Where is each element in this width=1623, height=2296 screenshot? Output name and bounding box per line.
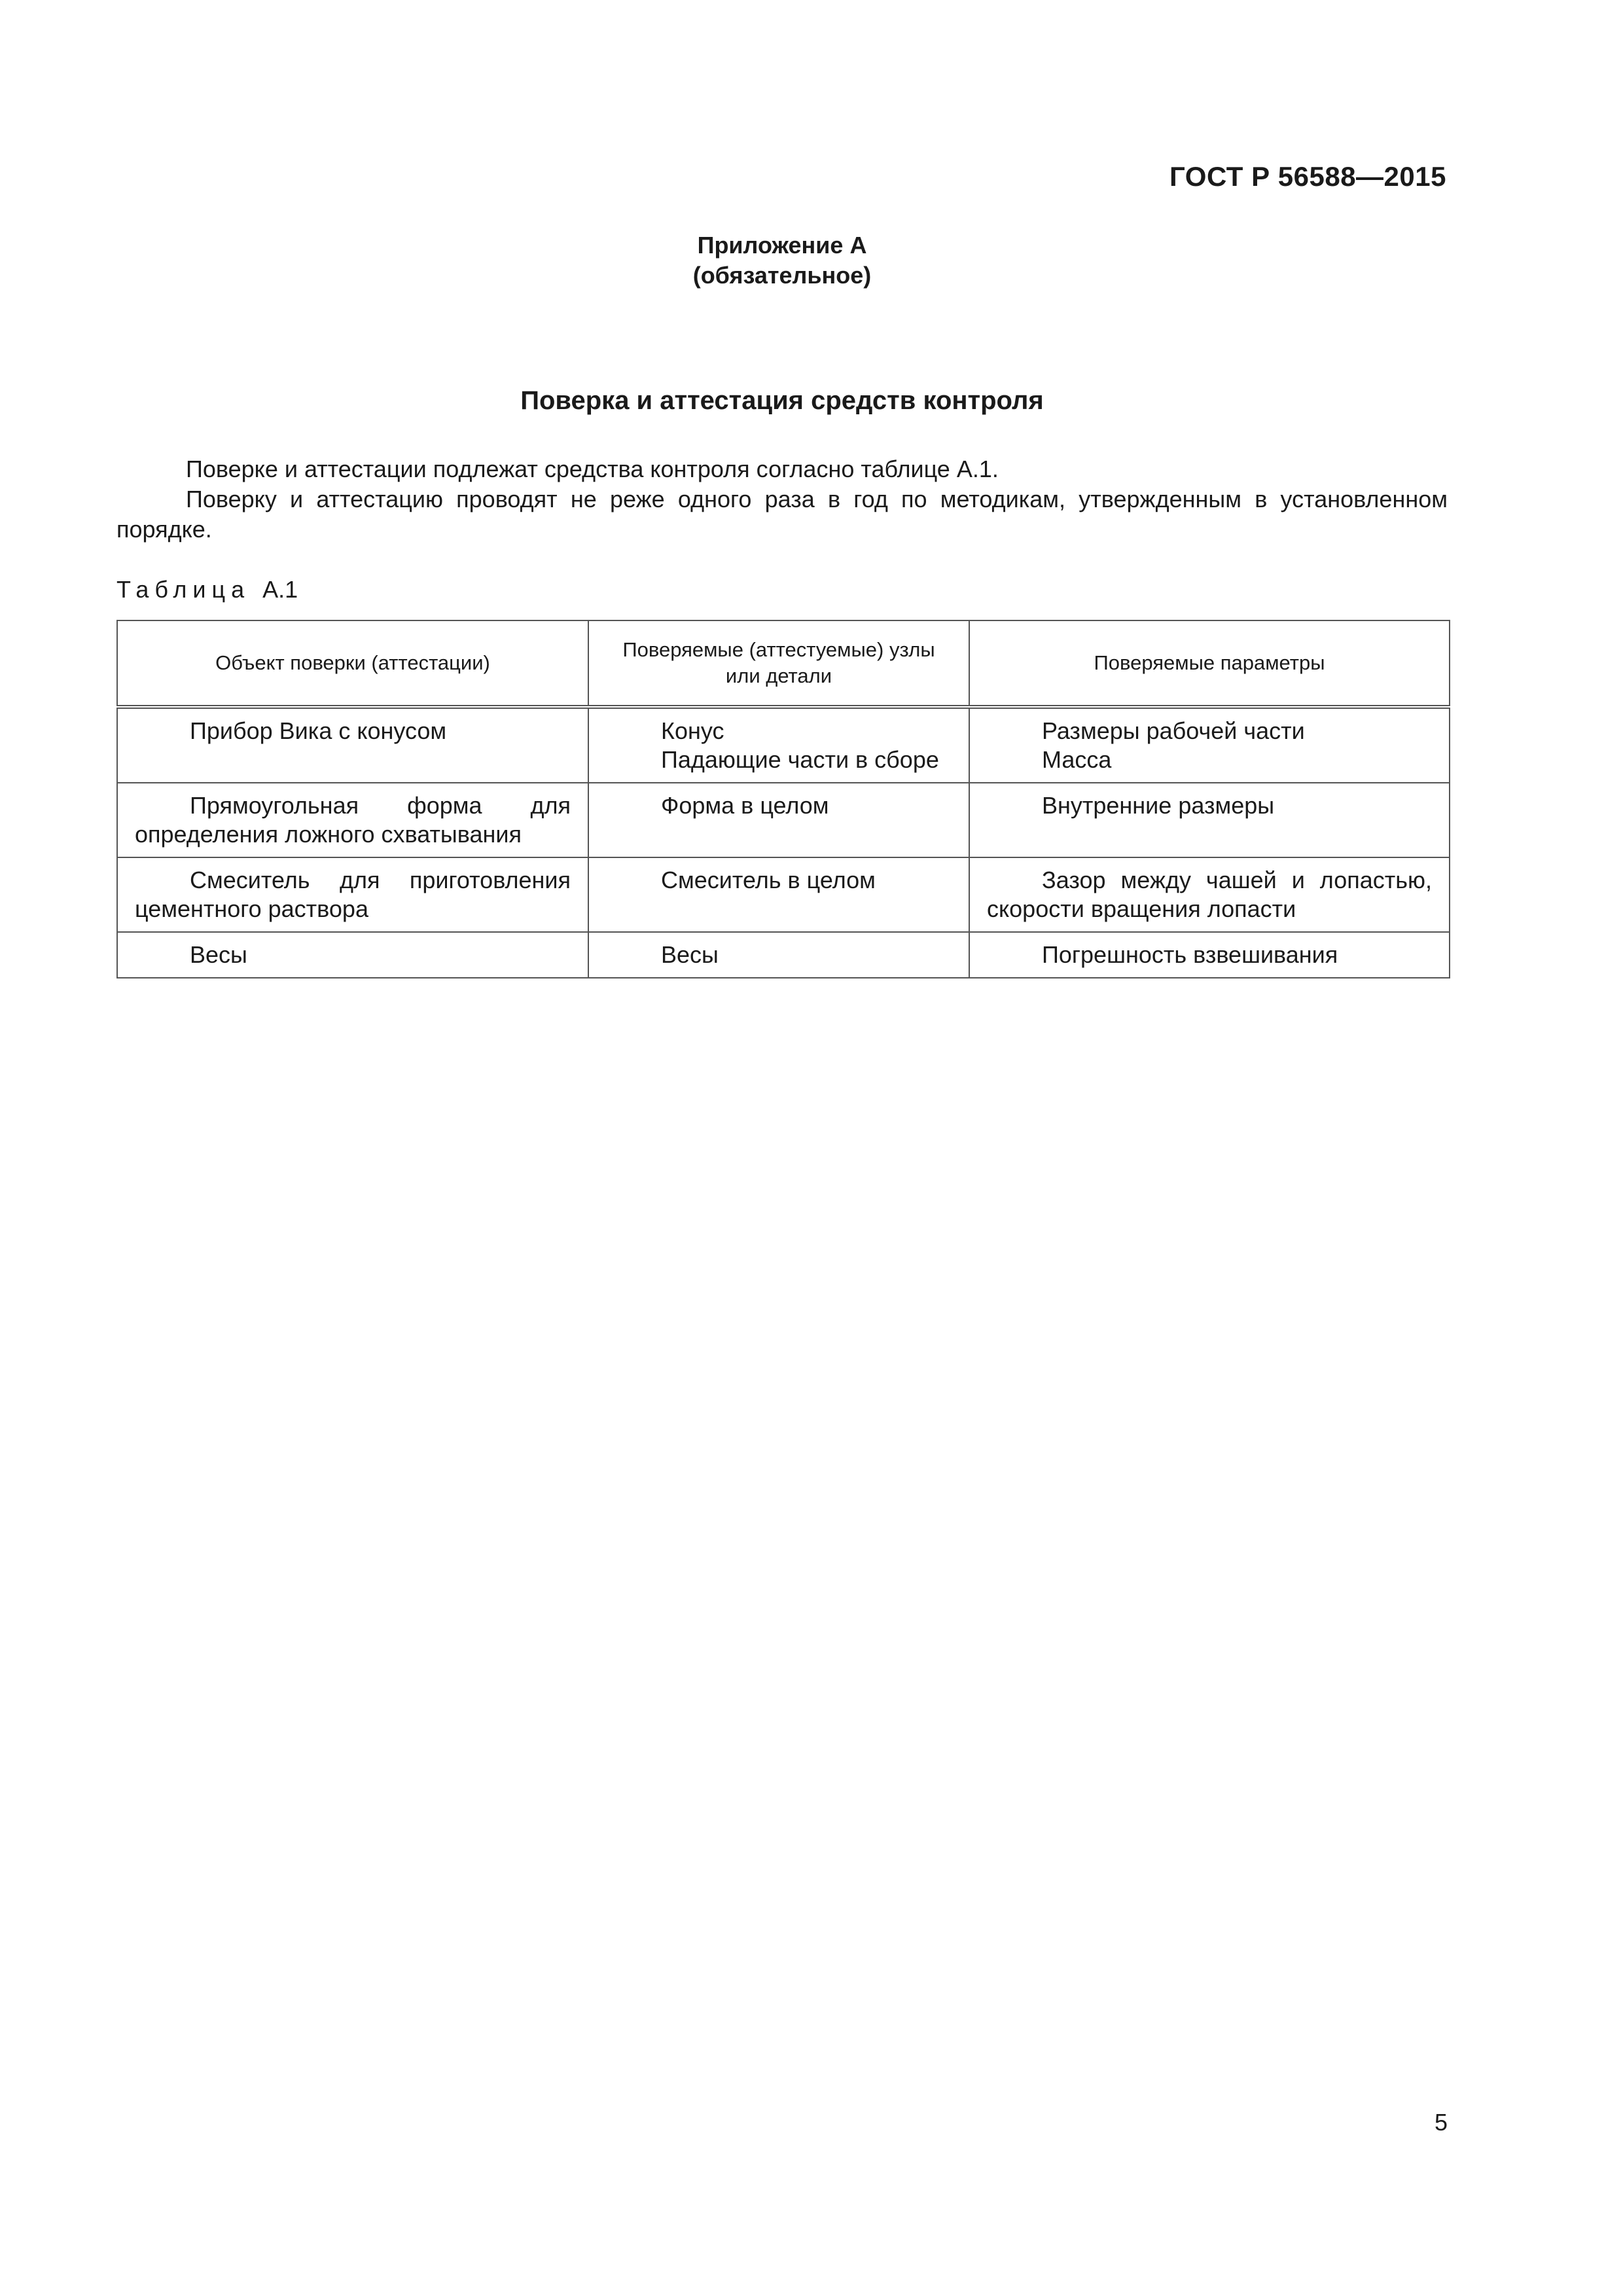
header-parts: Поверяемые (аттестуемые) узлы или детали	[588, 620, 969, 707]
cell-params	[969, 932, 1450, 978]
cell-params-line: Внутренние размеры	[1042, 792, 1275, 819]
cell-parts	[588, 932, 969, 978]
cell-params	[969, 783, 1450, 857]
intro-text	[116, 454, 1448, 545]
section-title: Поверка и аттестация средств контроля	[520, 386, 1044, 415]
cell-params-line: Масса	[1042, 746, 1112, 773]
cell-parts-line: Форма в целом	[661, 792, 829, 819]
intro-paragraph-2: Поверку и аттестацию проводят не реже одного раза в год по методикам, утвержденным в установленном порядке.	[116, 486, 1448, 543]
cell-params-line: Размеры рабочей части	[1042, 717, 1305, 744]
cell-params	[969, 857, 1450, 932]
document-code: ГОСТ Р 56588—2015	[1169, 161, 1446, 192]
table-caption	[116, 576, 298, 603]
verification-table	[116, 620, 1450, 978]
intro-paragraph-1: Поверке и аттестации подлежат средства контроля согласно таблице А.1.	[186, 456, 999, 482]
header-params: Поверяемые параметры	[969, 620, 1450, 707]
cell-object	[117, 932, 588, 978]
table-caption-word: Таблица	[116, 576, 251, 603]
cell-parts-line: Смеситель в целом	[661, 867, 876, 893]
cell-object	[117, 857, 588, 932]
cell-params-text: Зазор между чашей и лопастью, скорости вращения лопасти	[987, 867, 1432, 922]
table-row	[117, 707, 1450, 783]
page-number: 5	[1434, 2109, 1448, 2136]
table-row	[117, 932, 1450, 978]
cell-object-text: Весы	[190, 941, 247, 968]
table-row	[117, 857, 1450, 932]
appendix-status: (обязательное)	[692, 262, 872, 289]
table-caption-number: А.1	[262, 576, 298, 603]
cell-object-text: Прямоугольная форма для определения ложного схватывания	[135, 792, 571, 848]
appendix-heading	[0, 230, 1564, 291]
cell-parts-line: Конус	[661, 717, 724, 744]
cell-parts	[588, 857, 969, 932]
header-object: Объект поверки (аттестации)	[117, 620, 588, 707]
cell-parts-line: Весы	[661, 941, 719, 968]
cell-parts	[588, 707, 969, 783]
cell-object-text: Смеситель для приготовления цементного раствора	[135, 867, 571, 922]
appendix-title: Приложение А	[697, 232, 867, 259]
cell-object	[117, 707, 588, 783]
cell-parts	[588, 783, 969, 857]
cell-object	[117, 783, 588, 857]
table-header-row	[117, 620, 1450, 707]
cell-object-text: Прибор Вика с конусом	[190, 717, 447, 744]
cell-params	[969, 707, 1450, 783]
cell-parts-line: Падающие части в сборе	[661, 746, 939, 773]
cell-params-line: Погрешность взвешивания	[1042, 941, 1338, 968]
table-row	[117, 783, 1450, 857]
